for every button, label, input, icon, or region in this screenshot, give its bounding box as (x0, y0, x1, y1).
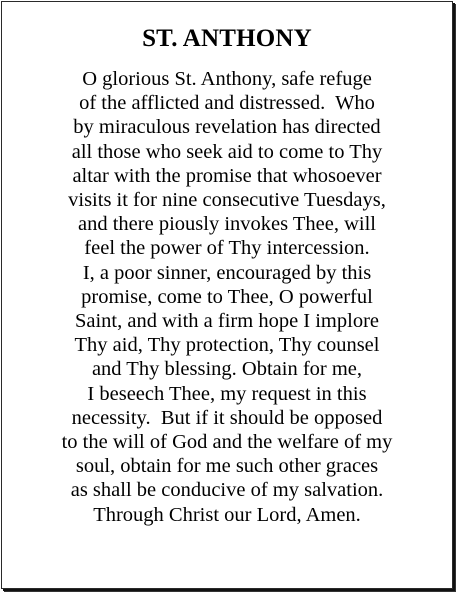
prayer-line: by miraculous revelation has directed (73, 116, 381, 139)
prayer-line: O glorious St. Anthony, safe refuge (82, 68, 372, 90)
prayer-line: promise, come to Thee, O powerful (81, 285, 373, 308)
prayer-line: Thy aid, Thy protection, Thy counsel (74, 334, 380, 357)
prayer-line: Through Christ our Lord, Amen. (93, 503, 361, 526)
prayer-line: necessity. But if it should be opposed (71, 406, 383, 429)
prayer-card (1, 1, 453, 589)
prayer-line: I, a poor sinner, encouraged by this (82, 261, 372, 284)
prayer-line: and Thy blessing. Obtain for me, (91, 358, 363, 381)
prayer-line: feel the power of Thy intercession. (84, 237, 370, 260)
prayer-line: Saint, and with a firm hope I implore (74, 310, 380, 333)
prayer-line: soul, obtain for me such other graces (75, 455, 379, 478)
prayer-title: ST. ANTHONY (142, 25, 312, 52)
prayer-line: as shall be conducive of my salvation. (70, 479, 384, 502)
prayer-line: of the afflicted and distressed. Who (79, 92, 375, 115)
prayer-text (2, 67, 452, 527)
prayer-line: I beseech Thee, my request in this (87, 382, 367, 405)
prayer-line: to the will of God and the welfare of my (61, 431, 393, 454)
prayer-line: visits it for nine consecutive Tuesdays, (68, 189, 386, 212)
prayer-line: all those who seek aid to come to Thy (71, 140, 383, 163)
prayer-line: altar with the promise that whosoever (72, 164, 382, 187)
prayer-line: and there piously invokes Thee, will (78, 213, 376, 236)
